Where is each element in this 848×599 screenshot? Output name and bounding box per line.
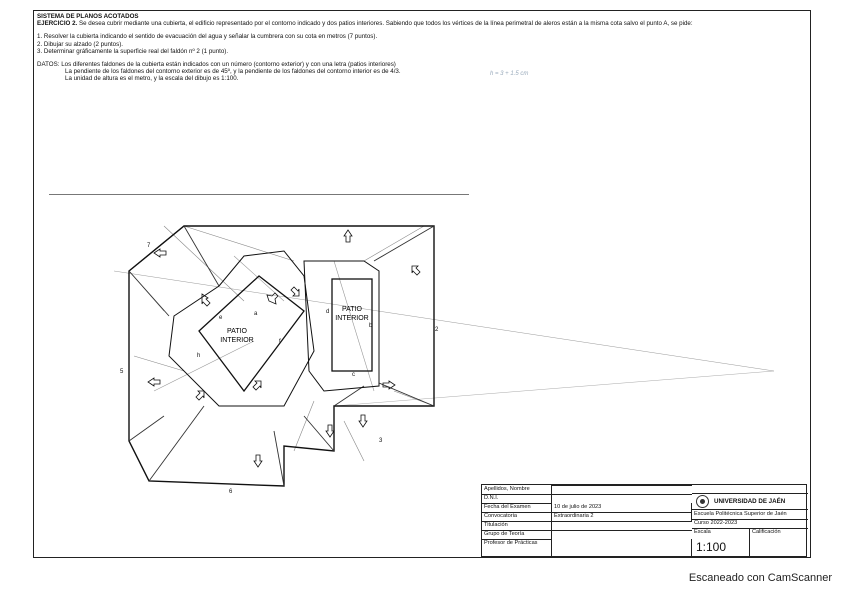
task-item-2: 2. Dibujar su alzado (2 puntos). (37, 40, 123, 48)
scale-value: 1:100 (696, 540, 727, 554)
face-label-b: b (369, 323, 373, 329)
grade-label: Calificación (752, 529, 781, 535)
face-label-c: c (352, 372, 355, 378)
exercise-label: EJERCICIO 2. (37, 20, 78, 28)
scanner-watermark: Escaneado con CamScanner (688, 572, 832, 584)
face-label-5: 5 (120, 369, 124, 375)
value-convocatoria: Extraordinaria 2 (552, 512, 692, 522)
label-fecha: Fecha del Examen (482, 503, 552, 513)
handwritten-note: h = 3 + 1.5 cm (490, 71, 529, 77)
patio-2-label-line2: INTERIOR (335, 315, 369, 322)
datos-line-2: La pendiente de los faldones del contorno exterior es de 45º, y la pendiente de los faldones del contorno interior es de 4/3. (65, 68, 401, 76)
arrow-icon (291, 287, 299, 296)
arrow-icon (359, 415, 367, 427)
face-label-f: f (279, 339, 281, 345)
patio-2-label-line1: PATIO (342, 306, 362, 313)
school-name: Escuela Politécnica Superior de Jaén (692, 510, 808, 520)
arrow-icon (148, 378, 160, 386)
face-label-h: h (197, 353, 201, 359)
title-block (481, 484, 807, 557)
patio-2-inner (332, 279, 372, 371)
university-header (692, 494, 808, 510)
value-dni (552, 494, 692, 495)
course-year: Curso 2022-2023 (692, 519, 808, 529)
label-convocatoria: Convocatoria (482, 512, 552, 522)
label-titulacion: Titulación (482, 521, 552, 531)
label-dni: D.N.I. (482, 494, 552, 504)
roof-plan-drawing (34, 11, 812, 559)
face-label-6: 6 (229, 489, 233, 495)
face-label-7: 7 (147, 243, 151, 249)
face-label-2: 2 (435, 327, 439, 333)
patio-1-label-line2: INTERIOR (220, 337, 254, 344)
university-name: UNIVERSIDAD DE JAÉN (714, 498, 786, 505)
face-label-e: e (219, 315, 223, 321)
patio-1-label-line1: PATIO (227, 328, 247, 335)
outer-contour (129, 226, 434, 486)
university-logo-icon (696, 495, 709, 508)
arrow-icon (202, 294, 210, 306)
construction-lines (114, 226, 774, 461)
exercise-text: Se desea cubrir mediante una cubierta, el edificio representado por el contorno indicado y dos patios interiores. Sabiendo que todos los vértices de la línea perimetral de aleros están a la misma cota salvo el punto A, se pide: (78, 20, 693, 28)
face-labels (120, 243, 439, 495)
scale-label: Escala (694, 529, 711, 535)
face-label-a: a (254, 311, 258, 317)
datos-line-3: La unidad de altura es el metro, y la escala del dibujo es 1:100. (65, 75, 239, 83)
ridge-lines (129, 226, 434, 486)
exam-sheet (33, 10, 811, 558)
value-grupo (552, 530, 692, 531)
value-profesor (552, 539, 692, 557)
label-profesor: Profesor de Prácticas (482, 539, 552, 557)
value-apellidos (552, 485, 692, 486)
arrow-icon (253, 381, 261, 390)
exam-title: SISTEMA DE PLANOS ACOTADOS (37, 13, 139, 20)
task-item-3: 3. Determinar gráficamente la superficie real del faldón nº 2 (1 punto). (37, 47, 229, 55)
patio-1-inner (199, 276, 304, 391)
arrow-icon (412, 266, 420, 275)
grade-box (750, 528, 808, 558)
face-label-d: d (326, 309, 330, 315)
label-grupo: Grupo de Teoría (482, 530, 552, 540)
datos-label: DATOS: (37, 61, 60, 69)
label-apellidos: Apellidos, Nombre (482, 485, 552, 495)
arrow-icon (326, 425, 334, 437)
arrow-icon (196, 391, 204, 400)
task-item-1: 1. Resolver la cubierta indicando el sentido de evacuación del agua y señalar la cumbrera con su cota en metros (7 puntos). (37, 33, 378, 41)
scale-box (692, 528, 750, 558)
value-titulacion (552, 521, 692, 522)
value-fecha: 10 de julio de 2023 (552, 503, 692, 513)
arrow-icon (344, 230, 352, 242)
face-label-3: 3 (379, 438, 383, 444)
arrow-icon (154, 249, 166, 257)
datos-text: Los diferentes faldones de la cubierta están indicados con un número (contorno exterior) y con una letra (patios interiores) (61, 61, 396, 69)
arrow-icon (254, 455, 262, 467)
